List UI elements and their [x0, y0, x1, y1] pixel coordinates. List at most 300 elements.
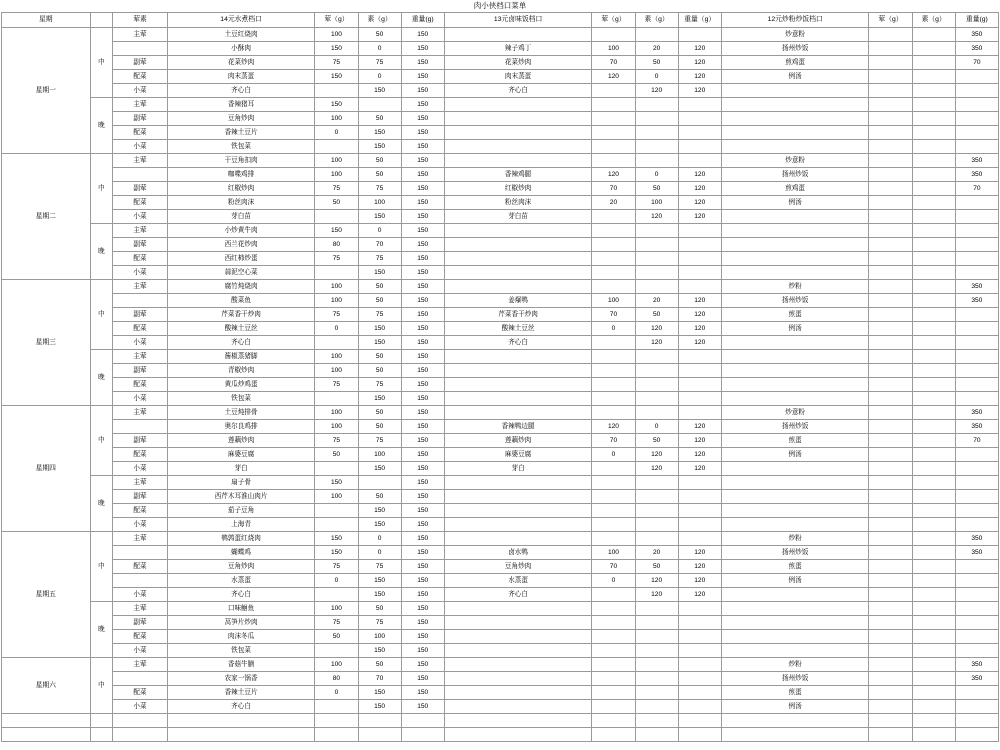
- empty-cell: [167, 714, 315, 728]
- station1-veg: 150: [358, 392, 401, 406]
- station2-veg: 50: [635, 56, 678, 70]
- station2-veg: [635, 686, 678, 700]
- table-row: [2, 672, 999, 686]
- station3-weight: 350: [955, 658, 998, 672]
- station1-meat: 80: [315, 672, 358, 686]
- station2-meat: 70: [592, 182, 635, 196]
- dish-type: 小菜: [113, 266, 168, 280]
- dish-station2: [444, 266, 592, 280]
- station2-meat: [592, 672, 635, 686]
- station2-weight: 120: [678, 322, 721, 336]
- station3-weight: [955, 210, 998, 224]
- station3-weight: [955, 378, 998, 392]
- station3-weight: [955, 616, 998, 630]
- station2-meat: [592, 224, 635, 238]
- station3-weight: 70: [955, 434, 998, 448]
- station1-veg: 50: [358, 364, 401, 378]
- station1-meat: 100: [315, 154, 358, 168]
- dish-type: 副荤: [113, 490, 168, 504]
- dish-station3: [721, 238, 869, 252]
- station2-meat: [592, 532, 635, 546]
- empty-cell: [358, 728, 401, 742]
- station1-veg: 75: [358, 308, 401, 322]
- table-row: [2, 294, 999, 308]
- station3-weight: [955, 560, 998, 574]
- station3-weight: 70: [955, 182, 998, 196]
- station2-veg: [635, 518, 678, 532]
- dish-station2: [444, 154, 592, 168]
- dish-station3: 炒粉: [721, 532, 869, 546]
- station2-weight: 120: [678, 42, 721, 56]
- station1-meat: 75: [315, 434, 358, 448]
- dish-station1: 口味鮰鱼: [167, 602, 315, 616]
- dish-station2: 麻婆豆腐: [444, 448, 592, 462]
- station1-weight: 150: [401, 672, 444, 686]
- station1-veg: 150: [358, 126, 401, 140]
- station2-weight: [678, 700, 721, 714]
- dish-station3: [721, 224, 869, 238]
- table-row: [2, 658, 999, 672]
- dish-station3: [721, 266, 869, 280]
- station3-meat: [869, 224, 912, 238]
- meal-label: 中: [90, 280, 113, 350]
- empty-cell: [721, 728, 869, 742]
- station1-meat: 150: [315, 70, 358, 84]
- dish-type: 副荤: [113, 616, 168, 630]
- table-row: [2, 350, 999, 364]
- dish-station3: 炒意粉: [721, 28, 869, 42]
- dish-station1: 齐心白: [167, 84, 315, 98]
- dish-station2: [444, 616, 592, 630]
- station2-weight: [678, 28, 721, 42]
- dish-station3: [721, 336, 869, 350]
- station3-weight: 350: [955, 406, 998, 420]
- header-type: 荤素: [113, 13, 168, 28]
- dish-type: 副荤: [113, 112, 168, 126]
- station2-weight: [678, 672, 721, 686]
- dish-station1: 香辣土豆片: [167, 126, 315, 140]
- station1-weight: 150: [401, 448, 444, 462]
- dish-type: 主荤: [113, 350, 168, 364]
- station2-veg: [635, 392, 678, 406]
- station2-veg: [635, 672, 678, 686]
- dish-type: [113, 672, 168, 686]
- station3-weight: [955, 518, 998, 532]
- station2-veg: [635, 140, 678, 154]
- station1-weight: 150: [401, 574, 444, 588]
- dish-station2: [444, 532, 592, 546]
- empty-cell: [401, 728, 444, 742]
- empty-cell: [358, 714, 401, 728]
- station1-meat: 150: [315, 224, 358, 238]
- dish-station2: [444, 140, 592, 154]
- station1-veg: 100: [358, 196, 401, 210]
- station1-veg: 150: [358, 84, 401, 98]
- station1-weight: 150: [401, 686, 444, 700]
- station2-weight: [678, 616, 721, 630]
- dish-station1: 干豆角扣肉: [167, 154, 315, 168]
- station1-weight: 150: [401, 658, 444, 672]
- station1-weight: 150: [401, 112, 444, 126]
- station2-veg: [635, 364, 678, 378]
- station3-weight: [955, 84, 998, 98]
- dish-station1: 肉沫冬瓜: [167, 630, 315, 644]
- dish-type: 主荤: [113, 658, 168, 672]
- table-row: [2, 518, 999, 532]
- dish-station3: [721, 210, 869, 224]
- station2-meat: 120: [592, 168, 635, 182]
- station1-weight: 150: [401, 154, 444, 168]
- station2-meat: [592, 616, 635, 630]
- dish-type: 小菜: [113, 336, 168, 350]
- dish-station2: 齐心白: [444, 588, 592, 602]
- station3-meat: [869, 182, 912, 196]
- station2-meat: [592, 84, 635, 98]
- station2-weight: [678, 364, 721, 378]
- station3-weight: [955, 308, 998, 322]
- empty-cell: [592, 728, 635, 742]
- station3-weight: 350: [955, 154, 998, 168]
- station1-meat: 75: [315, 308, 358, 322]
- station1-meat: 75: [315, 252, 358, 266]
- station2-meat: [592, 630, 635, 644]
- table-row: [2, 238, 999, 252]
- dish-station1: 西兰花炒肉: [167, 238, 315, 252]
- station3-meat: [869, 168, 912, 182]
- dish-station1: 西红柿炒蛋: [167, 252, 315, 266]
- table-row: [2, 532, 999, 546]
- dish-station3: 煎蛋: [721, 560, 869, 574]
- station2-weight: [678, 350, 721, 364]
- station1-meat: [315, 518, 358, 532]
- station2-meat: 120: [592, 70, 635, 84]
- header-station1-meat: 荤（g）: [315, 13, 358, 28]
- dish-station3: [721, 84, 869, 98]
- dish-type: 小菜: [113, 588, 168, 602]
- station2-weight: 120: [678, 336, 721, 350]
- table-row-empty: [2, 728, 999, 742]
- dish-station2: [444, 700, 592, 714]
- station3-meat: [869, 56, 912, 70]
- station2-meat: [592, 252, 635, 266]
- station2-meat: 0: [592, 322, 635, 336]
- dish-station1: 红椒炒肉: [167, 182, 315, 196]
- dish-type: 主荤: [113, 476, 168, 490]
- station1-weight: 150: [401, 588, 444, 602]
- empty-cell: [401, 714, 444, 728]
- station1-weight: 150: [401, 490, 444, 504]
- station3-weight: [955, 644, 998, 658]
- station2-meat: [592, 280, 635, 294]
- station1-weight: 150: [401, 140, 444, 154]
- station2-veg: [635, 700, 678, 714]
- dish-station3: [721, 378, 869, 392]
- header-day: 星期: [2, 13, 91, 28]
- table-row: [2, 28, 999, 42]
- dish-type: 配菜: [113, 378, 168, 392]
- empty-cell: [678, 728, 721, 742]
- station3-veg: [912, 126, 955, 140]
- station3-weight: 350: [955, 280, 998, 294]
- station2-meat: [592, 350, 635, 364]
- station2-veg: [635, 98, 678, 112]
- station2-weight: 120: [678, 196, 721, 210]
- dish-station3: 扬州炒饭: [721, 294, 869, 308]
- station1-weight: 150: [401, 560, 444, 574]
- dish-station2: 香辣鸭边腿: [444, 420, 592, 434]
- station2-meat: 0: [592, 448, 635, 462]
- station1-meat: 50: [315, 448, 358, 462]
- station2-weight: [678, 490, 721, 504]
- station3-weight: [955, 630, 998, 644]
- table-row: [2, 224, 999, 238]
- dish-station3: 炒意粉: [721, 406, 869, 420]
- dish-station1: 芽白苗: [167, 210, 315, 224]
- station3-meat: [869, 126, 912, 140]
- station3-weight: [955, 588, 998, 602]
- station2-veg: [635, 504, 678, 518]
- station2-veg: 120: [635, 210, 678, 224]
- station3-weight: [955, 224, 998, 238]
- station1-meat: 100: [315, 658, 358, 672]
- empty-cell: [955, 728, 998, 742]
- station1-meat: [315, 84, 358, 98]
- empty-cell: [113, 714, 168, 728]
- station2-veg: [635, 224, 678, 238]
- station2-meat: [592, 266, 635, 280]
- station1-veg: 0: [358, 224, 401, 238]
- dish-type: 小菜: [113, 462, 168, 476]
- station3-meat: [869, 98, 912, 112]
- dish-type: 配菜: [113, 560, 168, 574]
- station1-veg: 75: [358, 252, 401, 266]
- station2-veg: 100: [635, 196, 678, 210]
- station1-meat: 150: [315, 98, 358, 112]
- meal-label: 晚: [90, 476, 113, 532]
- dish-station1: 齐心白: [167, 336, 315, 350]
- station3-weight: [955, 350, 998, 364]
- station2-meat: [592, 504, 635, 518]
- station3-veg: [912, 378, 955, 392]
- station1-weight: 150: [401, 476, 444, 490]
- header-station1-weight: 重量(g): [401, 13, 444, 28]
- station1-veg: 150: [358, 210, 401, 224]
- dish-type: [113, 294, 168, 308]
- dish-station1: 蒜泥空心菜: [167, 266, 315, 280]
- station3-meat: [869, 588, 912, 602]
- station1-meat: 100: [315, 364, 358, 378]
- station2-veg: 50: [635, 182, 678, 196]
- table-row: [2, 546, 999, 560]
- station1-meat: 0: [315, 686, 358, 700]
- station3-veg: [912, 140, 955, 154]
- dish-station2: 齐心白: [444, 84, 592, 98]
- empty-cell: [955, 714, 998, 728]
- dish-station2: 姜爆鸭: [444, 294, 592, 308]
- empty-cell: [912, 714, 955, 728]
- station1-weight: 150: [401, 518, 444, 532]
- table-row: [2, 154, 999, 168]
- station2-veg: [635, 350, 678, 364]
- station2-meat: [592, 686, 635, 700]
- station3-meat: [869, 238, 912, 252]
- station3-meat: [869, 476, 912, 490]
- station3-meat: [869, 364, 912, 378]
- station2-meat: [592, 28, 635, 42]
- dish-station3: [721, 588, 869, 602]
- station2-meat: 100: [592, 546, 635, 560]
- dish-station2: 肉末蒸蛋: [444, 70, 592, 84]
- empty-cell: [315, 714, 358, 728]
- station3-meat: [869, 308, 912, 322]
- table-row: [2, 630, 999, 644]
- station3-meat: [869, 336, 912, 350]
- station2-weight: [678, 112, 721, 126]
- station1-meat: 50: [315, 196, 358, 210]
- header-station3-weight: 重量(g): [955, 13, 998, 28]
- table-row: [2, 574, 999, 588]
- station1-meat: [315, 588, 358, 602]
- table-row: [2, 126, 999, 140]
- dish-station1: 铁包菜: [167, 644, 315, 658]
- dish-station3: 煎蛋: [721, 686, 869, 700]
- station1-weight: 150: [401, 406, 444, 420]
- station2-meat: 70: [592, 56, 635, 70]
- station1-veg: 50: [358, 658, 401, 672]
- station3-veg: [912, 588, 955, 602]
- dish-station1: 小酥肉: [167, 42, 315, 56]
- dish-type: 小菜: [113, 84, 168, 98]
- station3-veg: [912, 504, 955, 518]
- station3-meat: [869, 658, 912, 672]
- dish-type: 主荤: [113, 98, 168, 112]
- station1-veg: 50: [358, 28, 401, 42]
- dish-type: 配菜: [113, 70, 168, 84]
- dish-station1: 豆角炒肉: [167, 560, 315, 574]
- dish-type: 小菜: [113, 140, 168, 154]
- table-row: [2, 462, 999, 476]
- station1-meat: 75: [315, 616, 358, 630]
- station3-meat: [869, 350, 912, 364]
- station3-meat: [869, 700, 912, 714]
- station1-weight: 150: [401, 224, 444, 238]
- station2-veg: 0: [635, 420, 678, 434]
- station2-meat: [592, 700, 635, 714]
- header-station1: 14元水煮档口: [167, 13, 315, 28]
- dish-type: 配菜: [113, 252, 168, 266]
- station2-veg: [635, 266, 678, 280]
- station1-veg: 75: [358, 182, 401, 196]
- station3-veg: [912, 308, 955, 322]
- station3-meat: [869, 280, 912, 294]
- table-row: [2, 42, 999, 56]
- empty-cell: [592, 714, 635, 728]
- dish-station1: 香菇牛腩: [167, 658, 315, 672]
- empty-cell: [2, 714, 91, 728]
- empty-cell: [90, 714, 113, 728]
- dish-type: 副荤: [113, 238, 168, 252]
- station3-meat: [869, 616, 912, 630]
- station1-meat: [315, 336, 358, 350]
- station3-meat: [869, 434, 912, 448]
- dish-station1: 芽白: [167, 462, 315, 476]
- station1-weight: 150: [401, 378, 444, 392]
- empty-cell: [869, 714, 912, 728]
- dish-station2: [444, 280, 592, 294]
- station2-veg: 50: [635, 308, 678, 322]
- dish-station3: 煎蛋: [721, 308, 869, 322]
- header-row: [2, 13, 999, 28]
- dish-station3: [721, 602, 869, 616]
- dish-station2: [444, 602, 592, 616]
- station2-weight: 120: [678, 560, 721, 574]
- station1-weight: 150: [401, 28, 444, 42]
- station3-weight: 350: [955, 42, 998, 56]
- station3-weight: [955, 196, 998, 210]
- dish-station1: 土豆炖排骨: [167, 406, 315, 420]
- table-row: [2, 490, 999, 504]
- dish-station2: [444, 476, 592, 490]
- station2-weight: [678, 266, 721, 280]
- station3-veg: [912, 56, 955, 70]
- table-row: [2, 560, 999, 574]
- day-label: 星期六: [2, 658, 91, 714]
- station3-veg: [912, 672, 955, 686]
- station2-weight: [678, 252, 721, 266]
- dish-station3: 扬州炒饭: [721, 168, 869, 182]
- station3-weight: [955, 700, 998, 714]
- header-station1-veg: 素（g）: [358, 13, 401, 28]
- station1-meat: 100: [315, 350, 358, 364]
- dish-station1: 铁包菜: [167, 140, 315, 154]
- meal-label: 中: [90, 154, 113, 224]
- dish-station2: 芽白: [444, 462, 592, 476]
- station2-veg: [635, 476, 678, 490]
- station2-veg: [635, 490, 678, 504]
- station1-meat: [315, 140, 358, 154]
- station2-weight: 120: [678, 294, 721, 308]
- station1-meat: 100: [315, 168, 358, 182]
- station3-weight: [955, 602, 998, 616]
- dish-station1: 黄瓜炒鸡蛋: [167, 378, 315, 392]
- station3-weight: [955, 266, 998, 280]
- station3-weight: 70: [955, 56, 998, 70]
- station3-veg: [912, 434, 955, 448]
- table-row: [2, 210, 999, 224]
- dish-station3: 例汤: [721, 574, 869, 588]
- station2-veg: 0: [635, 70, 678, 84]
- dish-station3: 扬州炒饭: [721, 546, 869, 560]
- station1-weight: 150: [401, 700, 444, 714]
- station2-meat: [592, 518, 635, 532]
- station3-meat: [869, 392, 912, 406]
- station1-meat: 75: [315, 378, 358, 392]
- station3-weight: [955, 126, 998, 140]
- dish-station2: [444, 126, 592, 140]
- station3-weight: [955, 490, 998, 504]
- station3-weight: [955, 504, 998, 518]
- table-row: [2, 252, 999, 266]
- table-row: [2, 322, 999, 336]
- station3-veg: [912, 364, 955, 378]
- dish-station3: 煎蛋: [721, 434, 869, 448]
- station3-weight: [955, 112, 998, 126]
- station1-veg: 75: [358, 434, 401, 448]
- station1-weight: 150: [401, 308, 444, 322]
- station2-meat: 0: [592, 574, 635, 588]
- dish-type: 小菜: [113, 518, 168, 532]
- station1-weight: 150: [401, 182, 444, 196]
